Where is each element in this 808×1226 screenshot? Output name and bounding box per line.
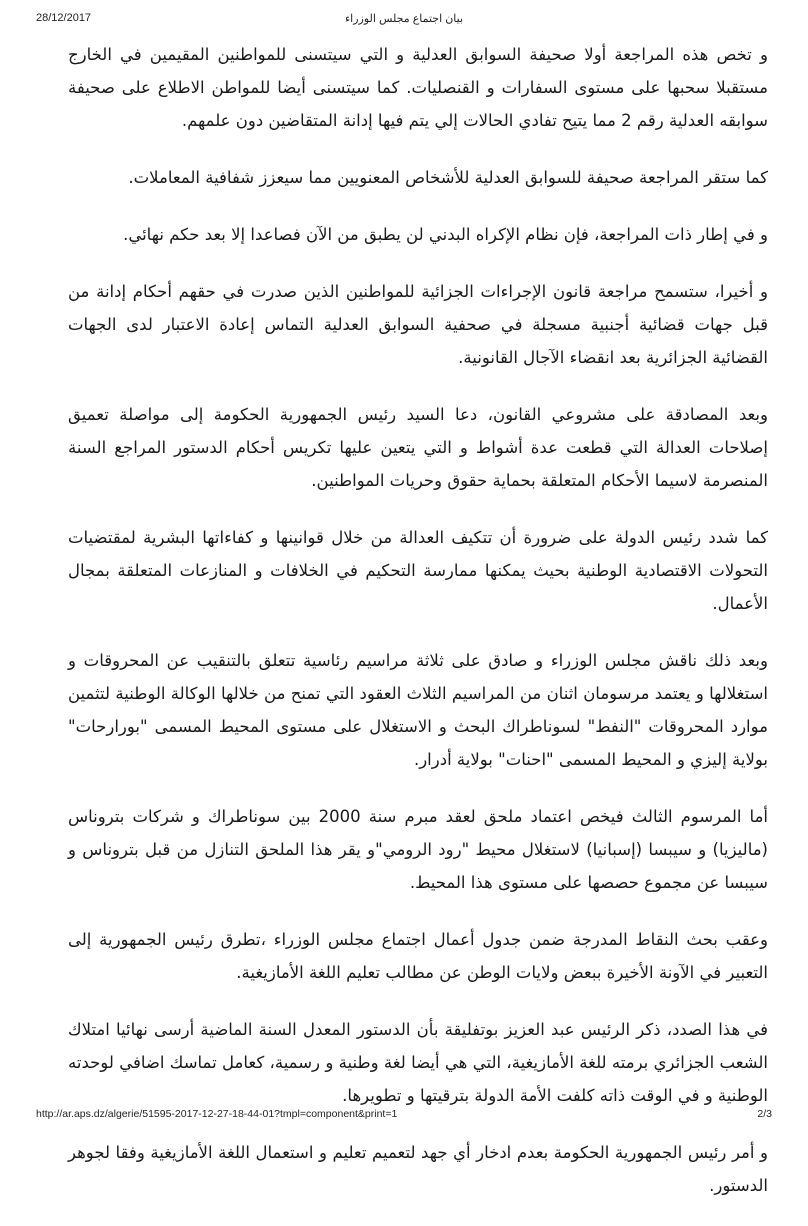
- paragraph-3: و في إطار ذات المراجعة، فإن نظام الإكراه البدني لن يطبق من الآن فصاعدا إلا بعد حكم نهائي.: [123, 225, 768, 244]
- paragraph-11: و أمر رئيس الجمهورية الحكومة بعدم ادخار أي جهد لتعميم تعليم و استعمال اللغة الأمازيغية وفقا لجوهر الدستور.: [68, 1143, 768, 1195]
- paragraph-8: أما المرسوم الثالث فيخص اعتماد ملحق لعقد مبرم سنة 2000 بين سوناطراك و شركات بتروناس (ماليزيا) و سيبسا (إسبانيا) لاستغلال محيط "رود الرومي"و يقر هذا الملحق التنازل من قبل بتروناس و سيبسا عن مجموع حصصها على مستوى هذا المحيط.: [68, 807, 769, 892]
- paragraph-4: و أخيرا، ستسمح مراجعة قانون الإجراءات الجزائية للمواطنين الذين صدرت في حقهم أحكام إدانة من قبل جهات قضائية أجنبية مسجلة في صحفية السوابق العدلية التماس إعادة الاعتبار لدى الجهات القضائية الجزائرية بعد انقضاء الآجال القانونية.: [68, 282, 768, 367]
- print-date: 28/12/2017: [36, 12, 92, 24]
- paragraph-1: و تخص هذه المراجعة أولا صحيفة السوابق العدلية و التي سيتسنى للمواطنين المقيمين في الخارج مستقبلا سحبها على مستوى السفارات و القنصليات. كما سيتسنى أيضا للمواطن الاطلاع على صحيفة سوابقه العدلية رقم 2 مما يتيح تفادي الحالات إلي يتم فيها إدانة المتقاضين دون علمهم.: [68, 45, 768, 130]
- article-body: [68, 38, 768, 1226]
- paragraph-7: وبعد ذلك ناقش مجلس الوزراء و صادق على ثلاثة مراسيم رئاسية تتعلق بالتنقيب عن المحروقات و استغلالها و يعتمد مرسومان اثنان من المراسيم الثلاث العقود التي تمنح من خلالها الوكالة الوطنية لتثمين موارد المحروقات "النفط" لسوناطراك البحث و الاستغلال على مستوى المحيط المسمى "بورارحات" بولاية إليزي و المحيط المسمى "احنات" بولاية أدرار.: [68, 651, 768, 769]
- document-title: بيان اجتماع مجلس الوزراء: [344, 13, 464, 25]
- page-number: 2/3: [757, 1108, 772, 1120]
- paragraph-2: كما ستقر المراجعة صحيفة للسوابق العدلية للأشخاص المعنويين مما سيعزز شفافية المعاملات.: [128, 168, 768, 187]
- paragraph-6: كما شدد رئيس الدولة على ضرورة أن تتكيف العدالة من خلال قوانينها و كفاءاتها البشرية لمقتضيات التحولات الاقتصادية الوطنية بحيث يمكنها ممارسة التحكيم في الخلافات و المنازعات المتعلقة بمجال الأعمال.: [68, 528, 768, 613]
- source-url: http://ar.aps.dz/algerie/51595-2017-12-27-18-44-01?tmpl=component&print=1: [36, 1108, 398, 1120]
- paragraph-5: وبعد المصادقة على مشروعي القانون، دعا السيد رئيس الجمهورية الحكومة إلى مواصلة تعميق إصلاحات العدالة التي قطعت عدة أشواط و التي يتعين عليها تكريس أحكام الدستور المراجع السنة المنصرمة لاسيما الأحكام المتعلقة بحماية حقوق وحريات المواطنين.: [68, 405, 768, 490]
- print-footer: [36, 1108, 772, 1124]
- paragraph-9: وعقب بحث النقاط المدرجة ضمن جدول أعمال اجتماع مجلس الوزراء ،تطرق رئيس الجمهورية إلى التعبير في الآونة الأخيرة ببعض ولايات الوطن عن مطالب تعليم اللغة الأمازيغية.: [68, 930, 768, 982]
- paragraph-10: في هذا الصدد، ذكر الرئيس عبد العزيز بوتفليقة بأن الدستور المعدل السنة الماضية أرسى نهائيا امتلاك الشعب الجزائري برمته للغة الأمازيغية، التي هي أيضا لغة وطنية و رسمية، كعامل تماسك اضافي لوحدته الوطنية و في الوقت ذاته كلفت الأمة الدولة بترقيتها و تطويرها.: [68, 1020, 768, 1105]
- print-header: [36, 12, 772, 30]
